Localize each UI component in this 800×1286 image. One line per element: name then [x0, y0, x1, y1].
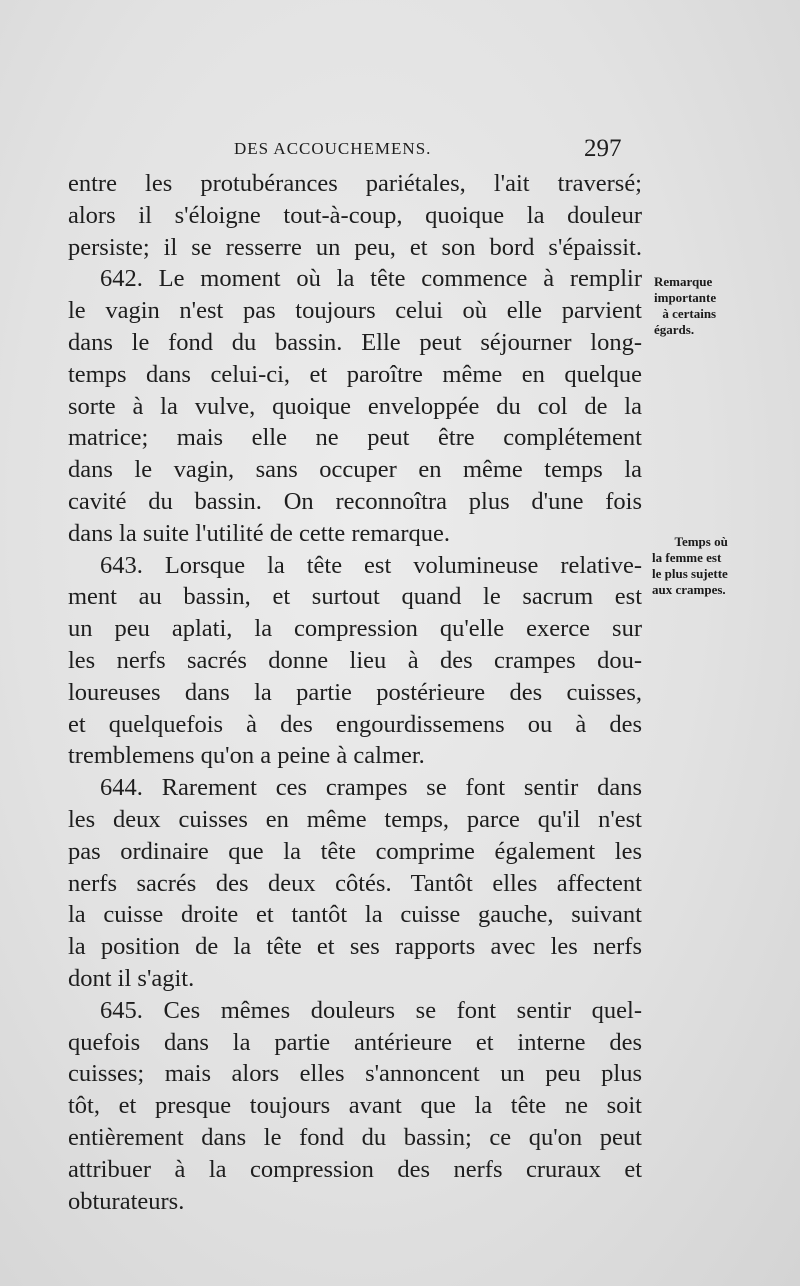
page-header — [0, 135, 800, 165]
margin-note-line: à certains — [662, 306, 717, 321]
margin-note-line: égards. — [654, 322, 695, 337]
margin-note-line: importante — [654, 290, 717, 305]
margin-note-line: le plus sujette — [652, 566, 728, 581]
text-line: nerfs sacrés des deux côtés. Tantôt elles affectent — [68, 869, 642, 897]
text-line: tôt, et presque toujours avant que la tête ne soit — [68, 1092, 642, 1120]
text-line: dans la suite l'utilité de cette remarque. — [68, 519, 450, 547]
body-text — [68, 168, 642, 1217]
margin-note-remarque — [654, 274, 716, 338]
text-line: entre les protubérances pariétales, l'ait traversé; — [68, 170, 642, 197]
text-line: 645. Ces mêmes douleurs se font sentir quel- — [100, 996, 642, 1024]
text-line: dans le vagin, sans occuper en même temps la — [68, 456, 642, 484]
margin-note-line: Remarque — [654, 274, 713, 289]
text-line: 643. Lorsque la tête est volumineuse relative- — [100, 551, 642, 579]
text-line: dans le fond du bassin. Elle peut séjourner long- — [68, 328, 642, 356]
text-line: obturateurs. — [68, 1187, 185, 1215]
text-line: un peu aplati, la compression qu'elle exerce sur — [68, 615, 642, 643]
text-line: la cuisse droite et tantôt la cuisse gauche, suivant — [68, 901, 642, 929]
text-line: matrice; mais elle ne peut être complétement — [68, 424, 642, 452]
margin-note-temps — [652, 534, 728, 598]
text-line: loureuses dans la partie postérieure des cuisses, — [68, 678, 642, 706]
text-line: le vagin n'est pas toujours celui où elle parvient — [68, 297, 642, 325]
text-line: entièrement dans le fond du bassin; ce qu'on peut — [68, 1123, 642, 1151]
text-line: et quelquefois à des engourdissemens ou à des — [68, 710, 642, 738]
text-line: la position de la tête et ses rapports avec les nerfs — [68, 933, 642, 961]
margin-note-line: la femme est — [652, 550, 722, 565]
text-line: cuisses; mais alors elles s'annoncent un peu plus — [68, 1060, 642, 1088]
text-line: 644. Rarement ces crampes se font sentir dans — [100, 774, 642, 802]
margin-note-line: Temps où — [674, 534, 728, 549]
text-line: attribuer à la compression des nerfs cruraux et — [68, 1155, 642, 1183]
text-line: pas ordinaire que la tête comprime également les — [68, 837, 642, 865]
text-line: dont il s'agit. — [68, 964, 195, 992]
text-line: cavité du bassin. On reconnoîtra plus d'une fois — [68, 487, 642, 515]
text-line: sorte à la vulve, quoique enveloppée du col de la — [68, 392, 642, 420]
text-line: tremblemens qu'on a peine à calmer. — [68, 742, 425, 770]
text-line: alors il s'éloigne tout-à-coup, quoique la douleur — [68, 201, 642, 229]
text-line: 642. Le moment où la tête commence à remplir — [100, 265, 642, 293]
text-line: persiste; il se resserre un peu, et son bord s'épaissit. — [68, 233, 642, 261]
text-line: les deux cuisses en même temps, parce qu'il n'est — [68, 805, 642, 833]
text-line: quefois dans la partie antérieure et interne des — [68, 1028, 642, 1056]
margin-note-line: aux crampes. — [652, 582, 726, 597]
text-line: temps dans celui-ci, et paroître même en quelque — [68, 360, 642, 388]
text-line: les nerfs sacrés donne lieu à des crampes dou- — [68, 646, 642, 674]
text-line: ment au bassin, et surtout quand le sacrum est — [68, 583, 642, 611]
running-title: DES ACCOUCHEMENS. — [234, 139, 432, 158]
page-number: 297 — [584, 135, 622, 162]
